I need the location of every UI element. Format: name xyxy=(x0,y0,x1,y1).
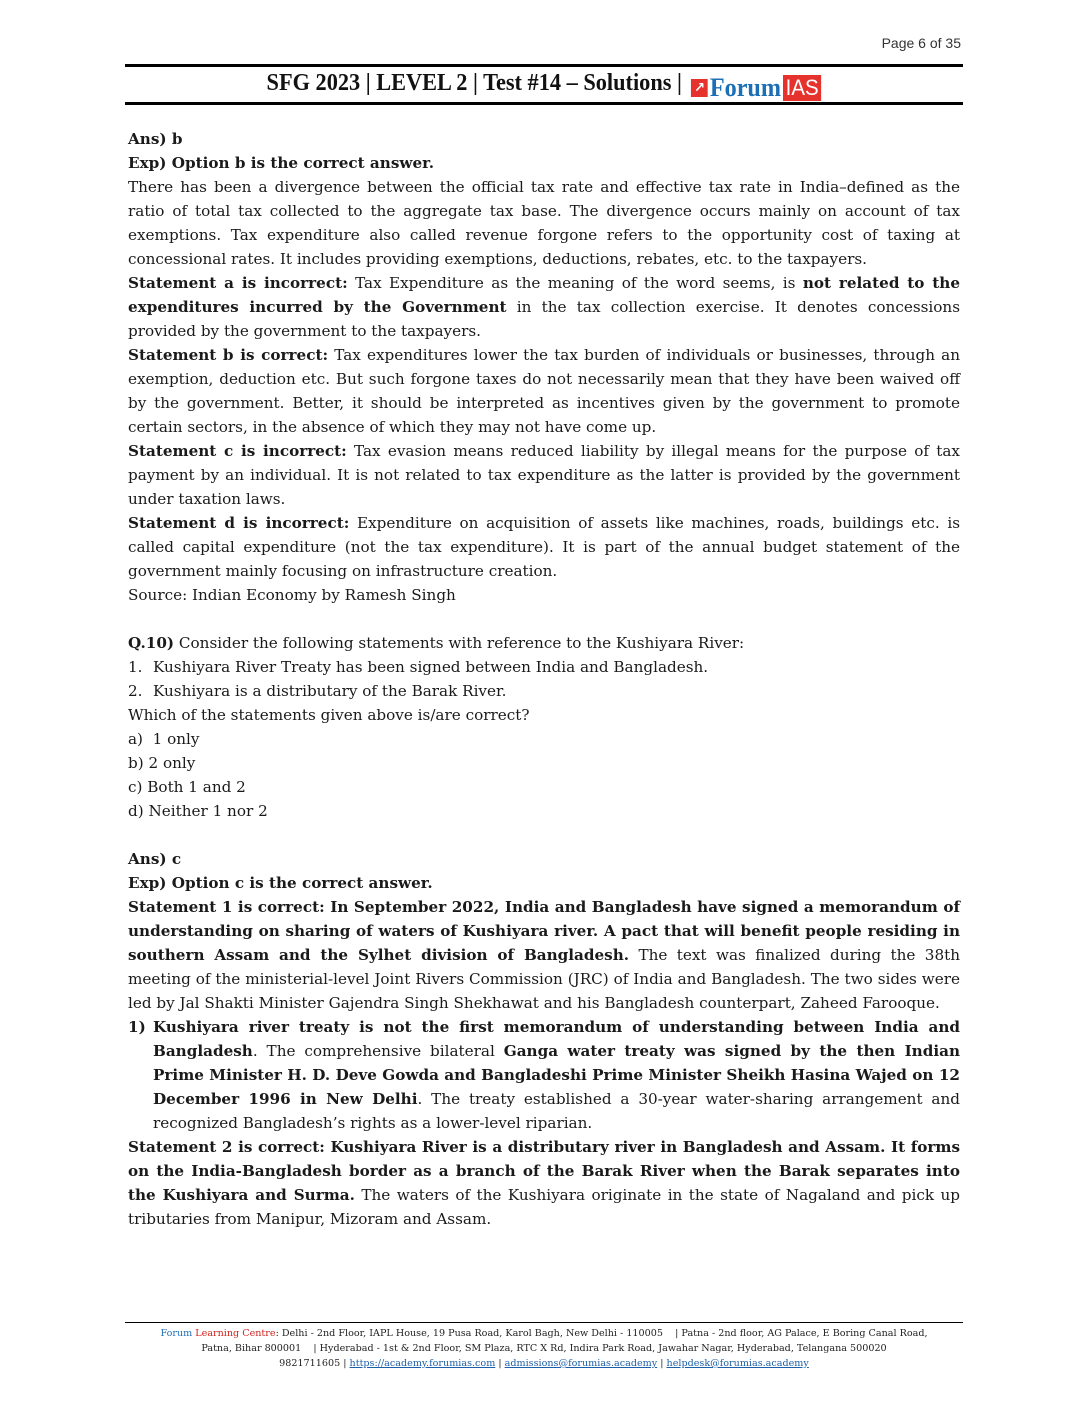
statement-text: Kushiyara is a distributary of the Barak River. xyxy=(153,682,507,700)
statement-label: Statement a is incorrect: xyxy=(128,274,348,292)
point-emphasis: Kushiyara river treaty is not the first memorandum of understanding between India and Bangladesh xyxy=(153,1018,960,1060)
page-content xyxy=(128,127,960,1231)
question-statement-2 xyxy=(128,679,960,703)
statement-label: Statement b is correct: xyxy=(128,346,329,364)
statement-text: Expenditure on acquisition of assets like machines, roads, buildings etc. is called capital expenditure (not the tax expenditure). It is part of the annual budget statement of the government mainly focusing on infrastructure creation. xyxy=(128,514,960,580)
explanation-heading: Exp) Option c is the correct answer. xyxy=(128,874,433,892)
spacer xyxy=(128,823,960,847)
footer-contact-line xyxy=(125,1356,963,1371)
footer-rule xyxy=(125,1322,963,1323)
option-a: a) 1 only xyxy=(128,730,200,748)
spacer xyxy=(128,607,960,631)
footer-phone: 9821711605 xyxy=(279,1358,341,1369)
statement-a xyxy=(128,271,960,343)
statement-label: Statement d is incorrect: xyxy=(128,514,350,532)
statement-2-explanation xyxy=(128,1135,960,1231)
statement-text: Tax expenditures lower the tax burden of individuals or businesses, through an exemption, deduction etc. But such forgone taxes do not necessarily mean that they have been waived off by the government. Better, it should be interpreted as incentives given by the government to promote certain sectors, in the absence of which they may not have come up. xyxy=(128,346,960,436)
header-title xyxy=(38,70,1050,103)
answer-line: Ans) b xyxy=(128,130,183,148)
header-rule-top xyxy=(125,64,963,67)
statement-text: Tax evasion means reduced liability by illegal means for the purpose of tax payment by an individual. It is not related to tax expenditure as the latter is provided by the government under taxation laws. xyxy=(128,442,961,508)
question-statement-1 xyxy=(128,655,960,679)
footer-address-text: : Delhi - 2nd Floor, IAPL House, 19 Pusa Road, Karol Bagh, New Delhi - 110005 | Patna - 2nd floor, AG Palace, E Boring Canal Road, xyxy=(275,1328,928,1339)
footer-learning-centre-text: Learning Centre xyxy=(192,1328,276,1339)
option-d: d) Neither 1 nor 2 xyxy=(128,802,268,820)
header-title-text: SFG 2023 | LEVEL 2 | Test #14 – Solutions | xyxy=(266,70,682,96)
statement-emphasis: Statement 1 is correct: In September 2022, India and Bangladesh have signed a memorandum of understanding on sharing of waters of Kushiyara river. A pact that will benefit people residing in southern Assam and the Sylhet division of Bangladesh. xyxy=(128,898,960,964)
option-c: c) Both 1 and 2 xyxy=(128,778,246,796)
statement-text: Tax Expenditure as the meaning of the word seems, is xyxy=(347,274,803,292)
statement-c xyxy=(128,439,960,511)
statement-text: The text was finalized during the 38th meeting of the ministerial-level Joint Rivers Commission (JRC) of India and Bangladesh. The two sides were led by Jal Shakti Minister Gajendra Singh Shekhawat and his Bangladesh counterpart, Zaheed Farooque. xyxy=(128,946,960,1012)
header-rule-bottom xyxy=(125,102,963,105)
statement-text: in the tax collection exercise. It denotes concessions provided by the government to the taxpayers. xyxy=(128,298,961,340)
separator: | xyxy=(340,1358,350,1369)
statement-number: 1. xyxy=(128,658,143,676)
point-text-rest: . The treaty established a 30-year water-sharing arrangement and recognized Bangladesh’s rights as a lower-level riparian. xyxy=(153,1090,960,1132)
statement-number: 2. xyxy=(128,682,143,700)
footer xyxy=(125,1326,963,1371)
question-10 xyxy=(128,631,960,655)
source-line: Source: Indian Economy by Ramesh Singh xyxy=(128,586,456,604)
point-text-dot: . xyxy=(252,1042,258,1060)
website-link[interactable]: https://academy.forumias.com xyxy=(349,1358,496,1369)
separator: | xyxy=(495,1358,505,1369)
statement-emphasis: not related to the expenditures incurred by the Government xyxy=(128,274,960,316)
helpdesk-email-link[interactable]: helpdesk@forumias.academy xyxy=(666,1358,809,1369)
point-text xyxy=(153,1015,960,1135)
statement-text: The waters of the Kushiyara originate in the state of Nagaland and pick up tributaries from Manipur, Mizoram and Assam. xyxy=(128,1186,960,1228)
statement-b xyxy=(128,343,960,439)
statement-emphasis: Statement 2 is correct: Kushiyara River is a distributary river in Bangladesh and Assam. It forms on the India-Bangladesh border as a branch of the Barak River when the Barak separates into the Kushiyara and Surma. xyxy=(128,1138,960,1204)
explanation-intro: There has been a divergence between the official tax rate and effective tax rate in India–defined as the ratio of total tax collected to the aggregate tax base. The divergence occurs mainly on account of tax exemptions. Tax expenditure also called revenue forgone refers to the opportunity cost of taxing at concessional rates. It includes providing exemptions, deductions, rebates, etc. to the taxpayers. xyxy=(128,178,960,268)
separator: | xyxy=(657,1358,667,1369)
option-b: b) 2 only xyxy=(128,754,196,772)
footer-forum-text: Forum xyxy=(160,1328,193,1339)
statement-label: Statement c is incorrect: xyxy=(128,442,347,460)
point-number: 1) xyxy=(128,1018,146,1036)
question-prompt: Which of the statements given above is/are correct? xyxy=(128,706,530,724)
question-label: Q.10) xyxy=(128,634,175,652)
page-number: Page 6 of 35 xyxy=(881,35,961,51)
answer-line: Ans) c xyxy=(128,850,182,868)
logo-forum-text: Forum xyxy=(709,73,782,102)
admissions-email-link[interactable]: admissions@forumias.academy xyxy=(504,1358,658,1369)
statement-1-explanation xyxy=(128,895,960,1015)
point-emphasis: Ganga water treaty was signed by the then Indian Prime Minister H. D. Deve Gowda and Bangladeshi Prime Minister Sheikh Hasina Wajed on 12 December 1996 in New Delhi xyxy=(153,1042,960,1108)
explanation-heading: Exp) Option b is the correct answer. xyxy=(128,154,434,172)
question-text: Consider the following statements with reference to the Kushiyara River: xyxy=(174,634,745,652)
footer-address-line-2: Patna, Bihar 800001 | Hyderabad - 1st & 2nd Floor, SM Plaza, RTC X Rd, Indira Park Road, Jawahar Nagar, Hyderabad, Telangana 500020 xyxy=(201,1343,887,1354)
explanation-point-1 xyxy=(128,1015,960,1135)
point-text-mid: The comprehensive bilateral xyxy=(257,1042,504,1060)
forumias-logo xyxy=(691,73,821,103)
footer-address-line-1 xyxy=(125,1326,963,1341)
statement-text: Kushiyara River Treaty has been signed between India and Bangladesh. xyxy=(153,658,709,676)
arrow-icon: ↗ xyxy=(691,79,708,97)
statement-d xyxy=(128,511,960,583)
logo-ias-text: IAS xyxy=(783,75,822,101)
